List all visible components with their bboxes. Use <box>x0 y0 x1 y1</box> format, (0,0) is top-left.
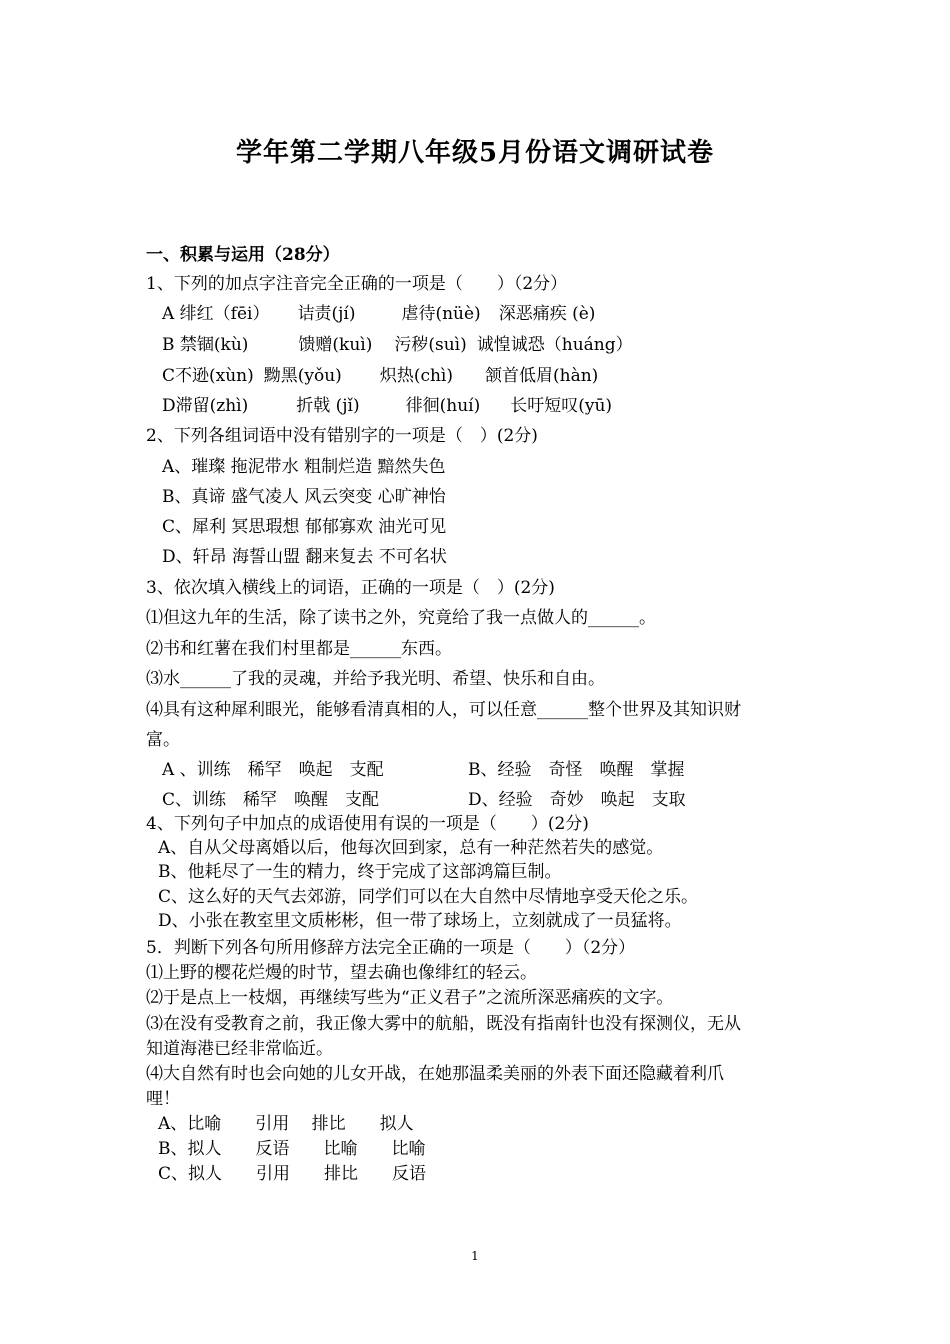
question-5-sentence-1: ⑴上野的樱花烂熳的时节，望去确也像绯红的轻云。 <box>146 963 537 983</box>
question-5-option-a: A、比喻 引用 排比 拟人 <box>158 1114 414 1134</box>
q1-c-1: C不逊(xùn) <box>162 366 254 386</box>
question-2-option-b: B、真谛 盛气凌人 风云突变 心旷神怡 <box>162 487 446 507</box>
question-3-option-b: B、经验 奇怪 唤醒 掌握 <box>468 760 685 780</box>
question-4-option-c: C、这么好的天气去郊游，同学们可以在大自然中尽情地享受天伦之乐。 <box>158 887 699 907</box>
q1-c-4: 颔首低眉(hàn) <box>485 366 599 386</box>
q1-b-2: 馈赠(kuì) <box>298 335 373 355</box>
q1-d-2: 折戟 (jǐ) <box>296 396 360 416</box>
q1-a-1: A 绯红（fēi） <box>162 304 270 324</box>
page-number: 1 <box>471 1249 479 1263</box>
q1-d-4: 长吁短叹(yū) <box>510 396 613 416</box>
question-5-option-c: C、拟人 引用 排比 反语 <box>158 1164 427 1184</box>
q1-a-3: 虐待(nüè) <box>401 304 481 324</box>
question-5-sentence-4-cont: 哩！ <box>146 1089 180 1109</box>
question-5-option-b: B、拟人 反语 比喻 比喻 <box>158 1139 426 1159</box>
q1-b-1: B 禁锢(kù) <box>162 335 249 355</box>
question-4-option-a: A、自从父母离婚以后，他每次回到家，总有一种茫然若失的感觉。 <box>158 838 664 858</box>
section-heading: 一、积累与运用（28分） <box>146 245 340 265</box>
q1-a-4: 深恶痛疾 (è) <box>498 304 596 324</box>
question-1-option-a <box>162 302 595 326</box>
question-1-stem: 1、下列的加点字注音完全正确的一项是（ ）（2分） <box>146 274 568 294</box>
question-2-option-a: A、璀璨 拖泥带水 粗制烂造 黯然失色 <box>162 457 446 477</box>
q1-a-2: 诘责(jí) <box>297 304 356 324</box>
question-3-sentence-3: ⑶水______了我的灵魂，并给予我光明、希望、快乐和自由。 <box>146 669 605 689</box>
question-4-option-b: B、他耗尽了一生的精力，终于完成了这部鸿篇巨制。 <box>158 862 562 882</box>
question-5-sentence-3-cont: 知道海港已经非常临近。 <box>146 1039 333 1059</box>
exam-title: 学年第二学期八年级5月份语文调研试卷 <box>235 138 715 168</box>
q1-d-1: D滞留(zhì) <box>162 396 249 416</box>
question-1-option-b <box>162 333 633 357</box>
question-3-option-c: C、训练 稀罕 唤醒 支配 <box>162 790 380 810</box>
question-4-stem: 4、下列句子中加点的成语使用有误的一项是（ ）(2分) <box>146 814 589 834</box>
question-5-sentence-3: ⑶在没有受教育之前，我正像大雾中的航船，既没有指南针也没有探测仪，无从 <box>146 1014 741 1034</box>
question-3-sentence-4-cont: 富。 <box>146 730 180 750</box>
question-5-sentence-2: ⑵于是点上一枝烟，再继续写些为“正义君子”之流所深恶痛疾的文字。 <box>146 988 674 1008</box>
question-1-option-d <box>162 394 612 418</box>
question-1-option-c <box>162 364 598 388</box>
question-2-option-c: C、犀利 冥思瑕想 郁郁寡欢 油光可见 <box>162 517 447 537</box>
question-2-option-d: D、轩昂 海誓山盟 翻来复去 不可名状 <box>162 547 447 567</box>
question-3-option-d: D、经验 奇妙 唤起 支取 <box>468 790 686 810</box>
question-3-sentence-1: ⑴但这九年的生活，除了读书之外，究竟给了我一点做人的______。 <box>146 608 656 628</box>
question-3-option-a: A 、训练 稀罕 唤起 支配 <box>162 760 384 780</box>
q1-c-2: 黝黑(yǒu) <box>263 366 342 386</box>
q1-b-3: 污秽(suì) <box>394 335 467 355</box>
q1-d-3: 徘徊(huí) <box>405 396 481 416</box>
question-3-sentence-2: ⑵书和红薯在我们村里都是______东西。 <box>146 639 452 659</box>
question-5-sentence-4: ⑷大自然有时也会向她的儿女开战，在她那温柔美丽的外表下面还隐藏着利爪 <box>146 1064 724 1084</box>
question-3-sentence-4: ⑷具有这种犀利眼光，能够看清真相的人，可以任意______整个世界及其知识财 <box>146 700 741 720</box>
q1-b-4: 诚惶诚恐（huáng） <box>476 335 633 355</box>
question-3-stem: 3、依次填入横线上的词语，正确的一项是（ ）(2分) <box>146 578 555 598</box>
q1-c-3: 炽热(chì) <box>379 366 453 386</box>
question-2-stem: 2、下列各组词语中没有错别字的一项是（ ）(2分) <box>146 426 538 446</box>
question-5-stem: 5．判断下列各句所用修辞方法完全正确的一项是（ ）（2分） <box>146 938 636 958</box>
question-4-option-d: D、小张在教室里文质彬彬，但一带了球场上，立刻就成了一员猛将。 <box>158 911 682 931</box>
